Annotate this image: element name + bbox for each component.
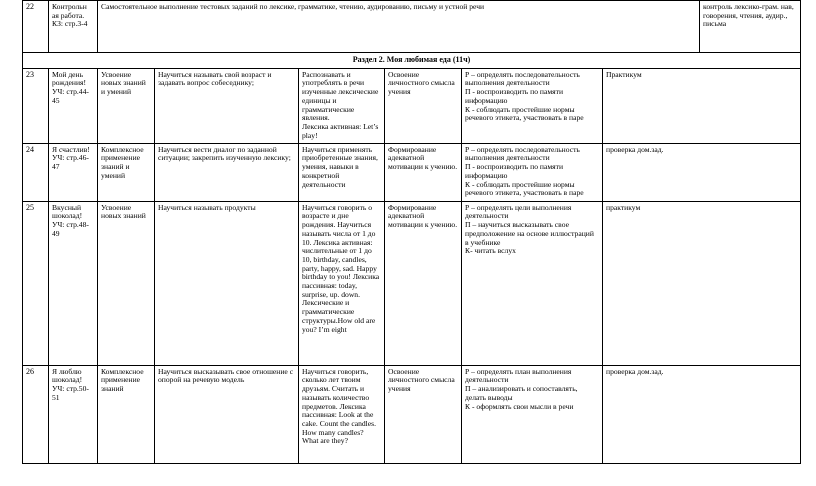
- lesson-type: Усвоение новых знаний и умений: [98, 68, 155, 143]
- table-row-23: [23, 68, 801, 143]
- lesson-number: 25: [23, 201, 49, 365]
- lesson-number: 23: [23, 68, 49, 143]
- lesson-topic: Контрольн ая работа. КЗ: стр.3-4: [49, 1, 98, 53]
- lesson-meta: Р – определять цели выполнения деятельности П – научиться высказывать свое предположение на основе иллюстраций в учебнике К- читать вслух: [462, 201, 603, 365]
- lesson-control: проверка дом.зад.: [603, 365, 801, 463]
- lesson-type: Комплексное применение знаний и умений: [98, 143, 155, 201]
- section-title: Раздел 2. Моя любимая еда (11ч): [23, 53, 801, 69]
- lesson-number: 22: [23, 1, 49, 53]
- lesson-task: Самостоятельное выполнение тестовых заданий по лексике, грамматике, чтению, аудированию, письму и устной речи: [98, 1, 700, 53]
- table-row-24: [23, 143, 801, 201]
- lesson-topic: Мой день рождения! УЧ: стр.44-45: [49, 68, 98, 143]
- lesson-plan-page: [22, 0, 801, 464]
- lesson-type: Комплексное применение знаний: [98, 365, 155, 463]
- lesson-goal: Научиться называть свой возраст и задавать вопрос собеседнику;: [155, 68, 299, 143]
- lesson-control: проверка дом.зад.: [603, 143, 801, 201]
- lesson-topic: Я счастлив! УЧ: стр.46-47: [49, 143, 98, 201]
- lesson-goal: Научиться вести диалог по заданной ситуации; закрепить изученную лексику;: [155, 143, 299, 201]
- lesson-skills: Распознавать и употреблять в речи изученные лексические единицы и грамматические явления. Лексика активная: Let’s play!: [299, 68, 385, 143]
- lesson-meta: Р – определять последовательность выполнения деятельности П - воспроизводить по памяти информацию К - соблюдать простейшие нормы речевого этикета, участвовать в пaрe: [462, 143, 603, 201]
- lesson-number: 26: [23, 365, 49, 463]
- table-row-22: [23, 1, 801, 53]
- lesson-goal: Научиться высказывать свое отношение с опорой на речевую модель: [155, 365, 299, 463]
- table-row-26: [23, 365, 801, 463]
- lesson-goal: Научиться называть продукты: [155, 201, 299, 365]
- lesson-number: 24: [23, 143, 49, 201]
- lesson-skills: Научиться говорить о возрасте и дне рождения. Научиться называть числа от 1 до 10. Лексика активная: числительные от 1 до 10, birthday, candles, party, happy, sad. Happy birthday to you! Лексика пассивная: today, surprise, up. down. Лексические и грамматические структуры.How old are you? I’m eight: [299, 201, 385, 365]
- lesson-plan-table: [22, 0, 801, 464]
- lesson-topic: Я люблю шоколад! УЧ: стр.50-51: [49, 365, 98, 463]
- lesson-topic: Вкусный шоколад! УЧ: стр.48-49: [49, 201, 98, 365]
- lesson-personal: Формирование адекватной мотивации к учению.: [385, 143, 462, 201]
- lesson-personal: Освоение личностного смысла учения: [385, 365, 462, 463]
- lesson-type: Усвоение новых знаний: [98, 201, 155, 365]
- lesson-skills: Научиться применять приобретенные знания, умения, навыки в конкретной деятельности: [299, 143, 385, 201]
- section-row: [23, 53, 801, 69]
- lesson-control: Практикум: [603, 68, 801, 143]
- lesson-control: практикум: [603, 201, 801, 365]
- lesson-skills: Научиться говорить, сколько лет твоим друзьям. Считать и называть количество предметов. Лексика пассивная: Look at the cake. Count the candles. How many candles? What are they?: [299, 365, 385, 463]
- lesson-meta: Р – определять план выполнения деятельности П – анализировать и сопоставлять, делать выводы К - оформлять свои мысли в речи: [462, 365, 603, 463]
- lesson-meta: Р – определять последовательность выполнения деятельности П - воспроизводить по памяти информацию К - соблюдать простейшие нормы речевого этикета, участвовать в пaрe: [462, 68, 603, 143]
- table-row-25: [23, 201, 801, 365]
- lesson-control: контроль лексико-грам. нав, говорения, чтения, аудир., письма: [700, 1, 801, 53]
- lesson-personal: Освоение личностного смысла учения: [385, 68, 462, 143]
- lesson-personal: Формирование адекватной мотивации к учению.: [385, 201, 462, 365]
